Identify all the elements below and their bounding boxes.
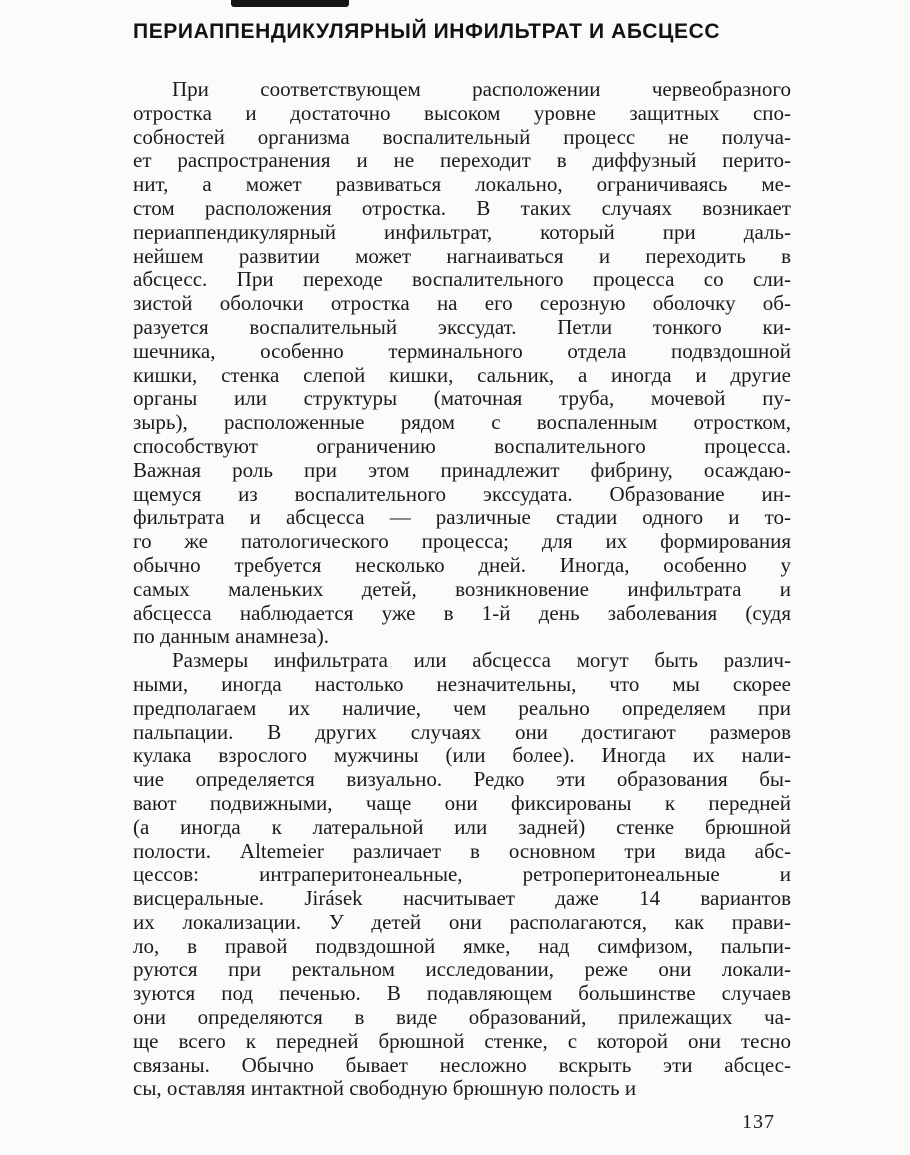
- scan-edge-artifact: [231, 0, 349, 7]
- page-title: ПЕРИАППЕНДИКУЛЯРНЫЙ ИНФИЛЬТРАТ И АБСЦЕСС: [133, 20, 721, 43]
- text-block: [133, 78, 791, 1101]
- text-line: зуются под печенью. В подавляющем большинстве случаев: [133, 981, 791, 1006]
- text-line: кишки, стенка слепой кишки, сальник, а иногда и другие: [133, 362, 791, 387]
- text-line: Размеры инфильтрата или абсцесса могут быть различ-: [172, 648, 791, 673]
- text-line: их локализации. У детей они располагаются, как прави-: [133, 909, 791, 934]
- text-line: полости. Altemeier различает в основном три вида абс-: [133, 838, 791, 863]
- text-line: обычно требуется несколько дней. Иногда, особенно у: [133, 552, 791, 577]
- text-line: шечника, особенно терминального отдела подвздошной: [133, 338, 791, 363]
- text-line: (а иногда к латеральной или задней) стенке брюшной: [133, 814, 791, 839]
- text-line: собностей организма воспалительный процесс не получа-: [133, 124, 791, 149]
- text-line: нит, а может развиваться локально, ограничиваясь ме-: [133, 172, 791, 197]
- text-line: висцеральные. Jirásek насчитывает даже 14 вариантов: [133, 886, 791, 911]
- text-line: зырь), расположенные рядом с воспаленным отростком,: [133, 410, 791, 435]
- text-line: абсцесса наблюдается уже в 1-й день заболевания (судя: [133, 600, 791, 625]
- text-line: цессов: интраперитонеальные, ретроперитонеальные и: [133, 862, 791, 887]
- text-line: щемуся из воспалительного экссудата. Образование ин-: [133, 481, 791, 506]
- text-line: предполагаем их наличие, чем реально определяем при: [133, 695, 791, 720]
- text-line: они определяются в виде образований, прилежащих ча-: [133, 1005, 791, 1030]
- text-line: связаны. Обычно бывает несложно вскрыть эти абсцес-: [133, 1052, 791, 1077]
- text-line: пальпации. В других случаях они достигают размеров: [133, 719, 791, 744]
- text-line: отростка и достаточно высоком уровне защитных спо-: [133, 100, 791, 125]
- text-line: способствуют ограничению воспалительного процесса.: [133, 433, 791, 458]
- text-line: абсцесс. При переходе воспалительного процесса со сли-: [133, 267, 791, 292]
- text-line: При соответствующем расположении червеобразного: [172, 77, 791, 101]
- text-line: руются при ректальном исследовании, реже они локали-: [133, 957, 791, 982]
- text-line: стом расположения отростка. В таких случаях возникает: [133, 195, 791, 220]
- text-line: нейшем развитии может нагнаиваться и переходить в: [133, 243, 791, 268]
- page-number: 137: [742, 1111, 775, 1133]
- text-line: периаппендикулярный инфильтрат, который при даль-: [133, 219, 791, 244]
- text-line: ло, в правой подвздошной ямке, над симфизом, пальпи-: [133, 933, 791, 958]
- text-line: Важная роль при этом принадлежит фибрину, осаждаю-: [133, 457, 791, 482]
- text-line: самых маленьких детей, возникновение инфильтрата и: [133, 576, 791, 601]
- text-line: ными, иногда настолько незначительны, что мы скорее: [133, 671, 791, 696]
- text-line: ще всего к передней брюшной стенке, с которой они тесно: [133, 1028, 791, 1053]
- text-line: зистой оболочки отростка на его серозную оболочку об-: [133, 291, 791, 316]
- text-line: вают подвижными, чаще они фиксированы к передней: [133, 790, 791, 815]
- page-content: [133, 19, 791, 1101]
- text-line: кулака взрослого мужчины (или более). Иногда их нали-: [133, 743, 791, 768]
- text-line: разуется воспалительный экссудат. Петли тонкого ки-: [133, 314, 791, 339]
- text-line: ет распространения и не переходит в диффузный перито-: [133, 148, 791, 173]
- text-line: фильтрата и абсцесса — различные стадии одного и то-: [133, 505, 791, 530]
- text-line: го же патологического процесса; для их формирования: [133, 529, 791, 554]
- text-line: по данным анамнеза).: [133, 624, 329, 649]
- text-line: сы, оставляя интактной свободную брюшную полость и: [133, 1076, 637, 1101]
- text-line: органы или структуры (маточная труба, мочевой пу-: [133, 386, 791, 411]
- text-line: чие определяется визуально. Редко эти образования бы-: [133, 767, 791, 792]
